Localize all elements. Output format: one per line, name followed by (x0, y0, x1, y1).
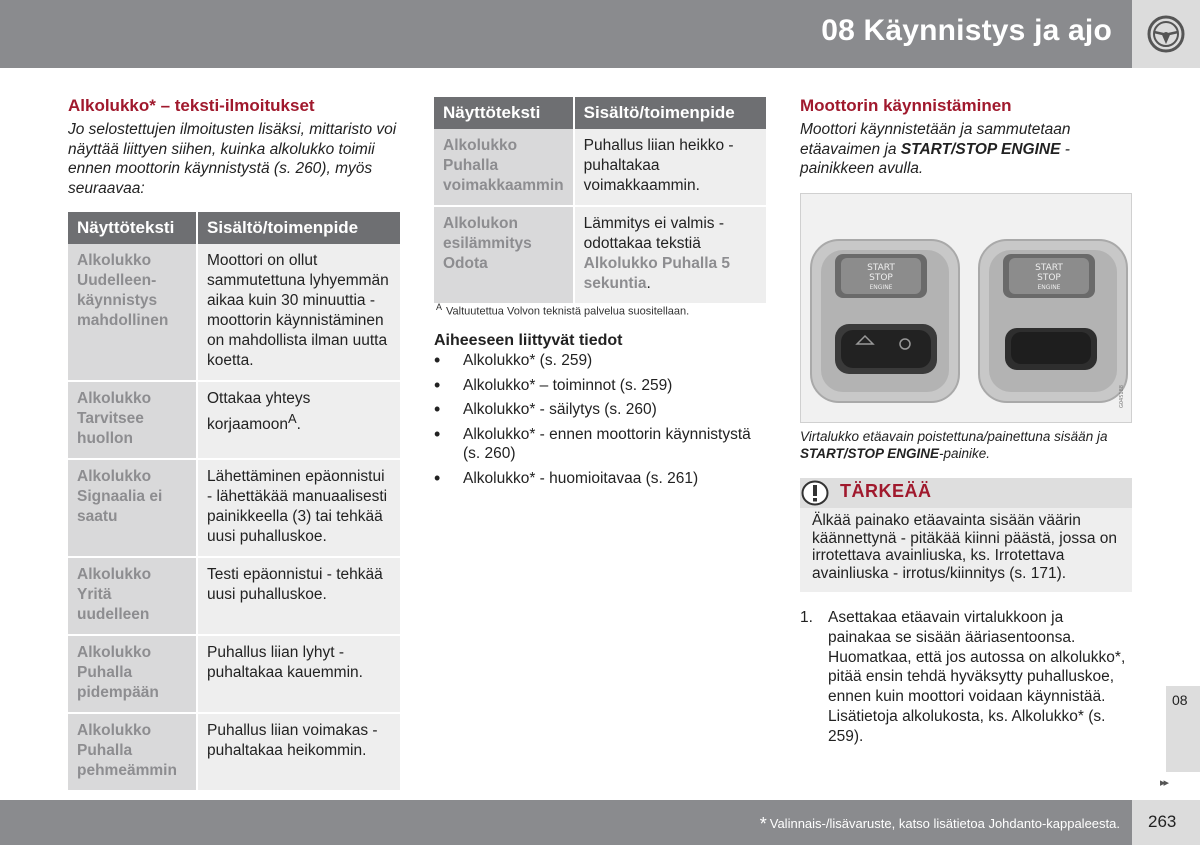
column-header: Näyttöteksti (68, 212, 198, 244)
action-text-tail: . (296, 416, 301, 434)
column-header: Näyttöteksti (434, 97, 575, 129)
action-cell: Puhallus liian heikko - puhaltakaa voimakkaammin. (575, 129, 766, 207)
display-text-cell: Alkolukko Uudelleen-käynnistys mahdollinen (68, 244, 198, 382)
intro-text-tail: -painikkeen avulla. (800, 140, 1070, 177)
engine-label: ENGINE (1037, 284, 1061, 291)
action-text: Ottakaa yhteys korjaamoon (207, 390, 311, 434)
column-header: Sisältö/toimenpide (575, 97, 766, 129)
table-header-row (68, 212, 400, 244)
engine-label: ENGINE (869, 284, 893, 291)
page-number-box (1132, 800, 1200, 845)
warning-title: TÄRKEÄÄ (840, 481, 932, 501)
start-steps (800, 608, 1130, 747)
table-row (68, 382, 400, 460)
step-number: 1. (800, 609, 813, 626)
action-text-tail: . (646, 275, 651, 292)
action-cell: Puhallus liian voimakas - puhaltakaa heikommin. (198, 714, 400, 792)
action-text: Lämmitys ei valmis - odottakaa tekstiä (583, 215, 725, 252)
chapter-icon-box (1132, 0, 1200, 68)
action-cell: Lähettäminen epäonnistui - lähettäkää manuaalisesti painikkeella (3) tai tehkää uusi puhalluskoe. (198, 460, 400, 558)
table-footnote (436, 302, 689, 318)
display-text-cell: Alkolukko Puhalla pehmeämmin (68, 714, 198, 792)
figure-caption (800, 428, 1140, 462)
display-text-cell: Alkolukko Signaalia ei saatu (68, 460, 198, 558)
chapter-title: 08 Käynnistys ja ajo (821, 14, 1112, 47)
display-text-cell: Alkolukko Yritä uudelleen (68, 558, 198, 636)
warning-exclamation-icon (801, 480, 829, 506)
footnote-marker: A (288, 411, 297, 426)
display-text-cell: Alkolukko Puhalla voimakkaammin (434, 129, 575, 207)
related-info-title: Aiheeseen liittyvät tiedot (434, 332, 623, 349)
breathalyzer-messages-title: Alkolukko* – teksti-ilmoitukset (68, 96, 315, 115)
start-label: START (1035, 263, 1063, 273)
related-link[interactable]: • Alkolukko* - ennen moottorin käynnistystä (s. 260) (434, 425, 754, 464)
caption-text-tail: -painike. (939, 446, 991, 461)
footer-note (760, 814, 1120, 835)
start-label: START (867, 263, 895, 273)
table-row (68, 714, 400, 792)
steering-wheel-icon (1146, 14, 1186, 54)
stop-label: STOP (869, 273, 893, 283)
table-row (68, 460, 400, 558)
table-row (434, 207, 766, 305)
display-text-cell: Alkolukko Tarvitsee huollon (68, 382, 198, 460)
stop-label: STOP (1037, 273, 1061, 283)
page-number: 263 (1148, 812, 1177, 831)
related-link[interactable]: • Alkolukko* - huomioitavaa (s. 261) (434, 469, 754, 489)
asterisk-marker: * (759, 814, 767, 834)
footer-bar (0, 800, 1132, 845)
table-row (68, 636, 400, 714)
ignition-illustration (801, 194, 1131, 422)
footer-note-text: Valinnais-/lisävaruste, katso lisätietoa Johdanto-kappaleesta. (769, 816, 1120, 831)
related-links-list (434, 351, 754, 493)
related-link[interactable]: • Alkolukko* – toiminnot (s. 259) (434, 376, 754, 396)
step-item (800, 608, 1130, 747)
caption-button-name: START/STOP ENGINE (800, 446, 940, 461)
table-row (434, 129, 766, 207)
related-link[interactable]: • Alkolukko* (s. 259) (434, 351, 754, 371)
action-cell: Moottori on ollut sammutettuna lyhyemmän aikaa kuin 30 minuuttia - moottorin käynnistäminen on mahdollista ilman uutta koetta. (198, 244, 400, 382)
messages-table-middle (434, 97, 766, 305)
table-row (68, 244, 400, 382)
chapter-side-tab[interactable] (1166, 686, 1200, 772)
footnote-text: Valtuutettua Volvon teknistä palvelua suositellaan. (446, 305, 690, 318)
engine-start-title: Moottorin käynnistäminen (800, 96, 1012, 115)
action-cell (575, 207, 766, 305)
chapter-tab-label: 08 (1172, 692, 1188, 708)
related-link[interactable]: • Alkolukko* - säilytys (s. 260) (434, 400, 754, 420)
display-text-cell: Alkolukon esilämmitys Odota (434, 207, 575, 305)
chapter-header (0, 0, 1132, 68)
action-cell: Puhallus liian lyhyt - puhaltakaa kauemmin. (198, 636, 400, 714)
engine-start-intro (800, 120, 1136, 179)
intro-text: Moottori käynnistetään ja sammutetaan etäavaimen ja (800, 121, 1071, 158)
messages-table-left (68, 212, 400, 792)
action-cell: Testi epäonnistui - tehkää uusi puhalluskoe. (198, 558, 400, 636)
image-code: G045188 (1119, 385, 1125, 408)
continue-arrows-icon: ▸▸ (1160, 777, 1168, 789)
action-cell (198, 382, 400, 460)
caption-text: Virtalukko etäavain poistettuna/painettuna sisään ja (800, 429, 1108, 444)
start-stop-label: START/STOP ENGINE (900, 140, 1061, 158)
breathalyzer-intro: Jo selostettujen ilmoitusten lisäksi, mittaristo voi näyttää liittyen siihen, kuinka alkolukko toimii ennen moottorin käynnistystä (s. 260), myös seuraavaa: (68, 121, 397, 197)
warning-text: Älkää painako etäavainta sisään väärin käännettynä - pitäkää kiinni päästä, jossa on irrotettava avainliuska, ks. Irrotettava avainliuska - irrotus/kiinnitys (s. 171). (800, 508, 1132, 592)
footnote-marker: A (436, 302, 443, 312)
display-text-cell: Alkolukko Puhalla pidempään (68, 636, 198, 714)
column-header: Sisältö/toimenpide (198, 212, 400, 244)
ignition-photo (800, 193, 1132, 423)
display-text-reference: Alkolukko Puhalla 5 sekuntia (583, 255, 731, 292)
step-text: Asettakaa etäavain virtalukkoon ja painakaa se sisään ääriasentoonsa. Huomatkaa, että jos autossa on alkolukko*, pitää ensin tehdä hyväksytty puhalluskoe, ennen kuin moottori voidaan käynnistää. Lisätietoja alkolukosta, ks. Alkolukko* (s. 259). (828, 609, 1126, 745)
table-row (68, 558, 400, 636)
table-header-row (434, 97, 766, 129)
